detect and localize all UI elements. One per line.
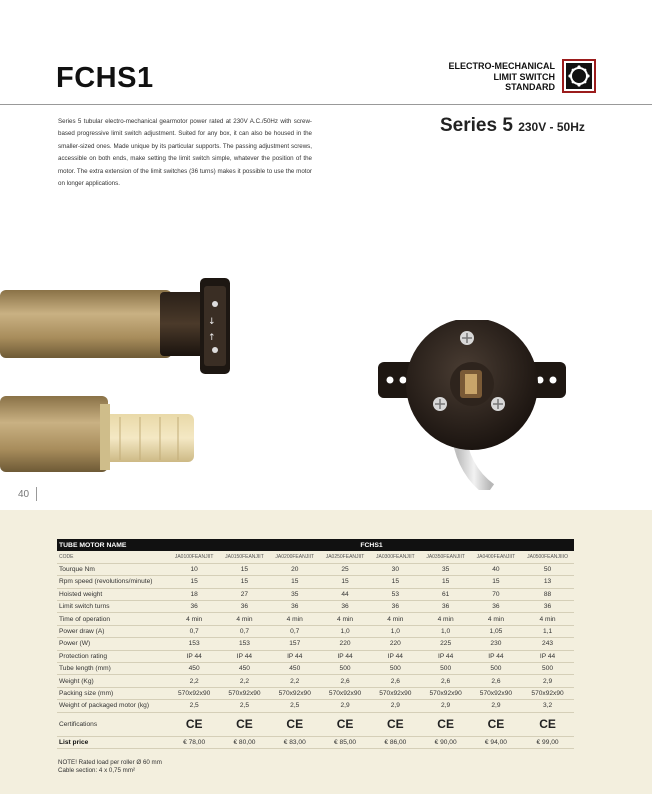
row-label: Hoisted weight	[57, 588, 169, 600]
table-cell: 2,6	[320, 675, 370, 687]
table-cell: 2,2	[270, 675, 320, 687]
table-row	[57, 675, 574, 687]
table-cell: 220	[320, 638, 370, 650]
table-cell: 0,7	[219, 625, 269, 637]
ce-mark: CE	[420, 712, 470, 736]
table-cell: 1,0	[320, 625, 370, 637]
table-cell: 27	[219, 588, 269, 600]
table-cell: 15	[320, 576, 370, 588]
series-voltage: 230V - 50Hz	[518, 120, 585, 134]
table-cell: 61	[420, 588, 470, 600]
table-cell: 2,9	[521, 675, 574, 687]
table-row	[57, 638, 574, 650]
table-cell: 570x92x90	[270, 687, 320, 699]
table-cell: 2,5	[270, 700, 320, 712]
footnotes	[58, 759, 162, 775]
table-cell: 570x92x90	[219, 687, 269, 699]
product-description: Series 5 tubular electro-mechanical gearmotor power rated at 230V A.C./50Hz with screw-based progressive limit switch adjustment. Suited for any box, it can also be housed in the smaller-sized ones. Made unique by its particular supports. The passing adjustment screws, accessible on both ends, make setting the limit switch simple, whatever the position of the motor. The extra extension of the limit switches (36 turns) makes it possible to use the motor on longer applications.	[58, 118, 312, 188]
table-cell: 450	[219, 663, 269, 675]
table-cell: 15	[219, 576, 269, 588]
price-cell: € 94,00	[471, 736, 521, 748]
row-label: Rpm speed (revolutions/minute)	[57, 576, 169, 588]
table-cell: 450	[169, 663, 219, 675]
table-cell: 2,9	[320, 700, 370, 712]
table-cell: 1,0	[370, 625, 420, 637]
row-label: Protection rating	[57, 650, 169, 662]
table-cell: 15	[270, 576, 320, 588]
price-cell: € 85,00	[320, 736, 370, 748]
row-label: Certifications	[57, 712, 169, 736]
table-cell: 2,6	[420, 675, 470, 687]
table-row	[57, 650, 574, 662]
table-cell: 153	[219, 638, 269, 650]
table-cell: 220	[370, 638, 420, 650]
ce-mark: CE	[320, 712, 370, 736]
row-label: List price	[57, 736, 169, 748]
table-cell: 36	[471, 601, 521, 613]
table-cell: 44	[320, 588, 370, 600]
series-name: Series 5	[440, 115, 513, 136]
row-label: Packing size (mm)	[57, 687, 169, 699]
price-cell: € 90,00	[420, 736, 470, 748]
table-cell: 4 min	[219, 613, 269, 625]
footnote-cable: Cable section: 4 x 0,75 mm²	[58, 767, 136, 774]
ce-mark: CE	[521, 712, 574, 736]
ce-mark: CE	[169, 712, 219, 736]
table-cell: 36	[219, 601, 269, 613]
table-cell: 570x92x90	[471, 687, 521, 699]
row-label: Tube length (mm)	[57, 663, 169, 675]
row-label: Weight (Kg)	[57, 675, 169, 687]
table-cell: 15	[471, 576, 521, 588]
table-cell: 35	[420, 563, 470, 575]
table-cell: 10	[169, 563, 219, 575]
table-cell: 1,05	[471, 625, 521, 637]
table-cell: IP 44	[320, 650, 370, 662]
table-cell: 230	[471, 638, 521, 650]
table-cell: 4 min	[169, 613, 219, 625]
table-cell: 2,5	[219, 700, 269, 712]
table-cell: 500	[320, 663, 370, 675]
ce-mark: CE	[219, 712, 269, 736]
table-cell: 2,2	[169, 675, 219, 687]
badge-line-3: STANDARD	[505, 82, 555, 92]
code-cell: JA0100FEANJIIT	[169, 551, 219, 563]
table-cell: 225	[420, 638, 470, 650]
table-cell: 53	[370, 588, 420, 600]
table-cell: 36	[320, 601, 370, 613]
table-cell: 18	[169, 588, 219, 600]
table-cell: 450	[270, 663, 320, 675]
code-cell: JA0200FEANJIIT	[270, 551, 320, 563]
code-cell: JA0300FEANJIIT	[370, 551, 420, 563]
motor-head-image	[370, 320, 615, 490]
table-cell: 2,6	[370, 675, 420, 687]
table-cell: 2,2	[219, 675, 269, 687]
table-cell: 1,0	[420, 625, 470, 637]
table-cell: IP 44	[219, 650, 269, 662]
table-cell: 15	[169, 576, 219, 588]
table-cell: 30	[370, 563, 420, 575]
table-cell: 50	[521, 563, 574, 575]
table-cell: 0,7	[270, 625, 320, 637]
badge-line-2: LIMIT SWITCH	[493, 71, 555, 82]
table-cell: 570x92x90	[521, 687, 574, 699]
table-row	[57, 687, 574, 699]
code-cell: JA0350FEANJIIT	[420, 551, 470, 563]
table-cell: 243	[521, 638, 574, 650]
table-row	[57, 613, 574, 625]
table-cell: IP 44	[370, 650, 420, 662]
table-row	[57, 700, 574, 712]
table-cell: IP 44	[169, 650, 219, 662]
table-cell: 35	[270, 588, 320, 600]
row-label: Weight of packaged motor (kg)	[57, 700, 169, 712]
table-cell: 4 min	[471, 613, 521, 625]
table-header-motor-name: TUBE MOTOR NAME	[57, 539, 169, 551]
row-label: Power draw (A)	[57, 625, 169, 637]
row-label: Power (W)	[57, 638, 169, 650]
table-cell: 70	[471, 588, 521, 600]
table-cell: 13	[521, 576, 574, 588]
table-cell: 4 min	[320, 613, 370, 625]
table-row	[57, 663, 574, 675]
code-cell: JA0500FEANJIIIO	[521, 551, 574, 563]
table-row	[57, 601, 574, 613]
tubular-motor-image	[0, 262, 250, 472]
table-cell: 500	[521, 663, 574, 675]
table-cell: IP 44	[521, 650, 574, 662]
table-cell: 4 min	[521, 613, 574, 625]
table-cell: 157	[270, 638, 320, 650]
table-cell: 570x92x90	[320, 687, 370, 699]
table-cell: 500	[420, 663, 470, 675]
table-cell: 0,7	[169, 625, 219, 637]
table-cell: 36	[420, 601, 470, 613]
page-number: 40	[18, 489, 30, 500]
page-title: FCHS1	[56, 62, 154, 94]
table-cell: 1,1	[521, 625, 574, 637]
row-label: Time of operation	[57, 613, 169, 625]
table-cell: 36	[169, 601, 219, 613]
ce-mark: CE	[270, 712, 320, 736]
table-row	[57, 588, 574, 600]
ce-mark: CE	[471, 712, 521, 736]
table-cell: IP 44	[471, 650, 521, 662]
table-cell: 3,2	[521, 700, 574, 712]
price-cell: € 86,00	[370, 736, 420, 748]
table-cell: 2,9	[420, 700, 470, 712]
table-row-price	[57, 736, 574, 748]
table-header-model: FCHS1	[169, 539, 574, 551]
table-cell: 4 min	[370, 613, 420, 625]
table-row	[57, 576, 574, 588]
code-cell: JA0250FEANJIIT	[320, 551, 370, 563]
price-cell: € 78,00	[169, 736, 219, 748]
code-cell: JA0400FEANJIIT	[471, 551, 521, 563]
table-cell: IP 44	[270, 650, 320, 662]
page-number-divider	[36, 487, 37, 501]
header-divider	[0, 104, 652, 105]
table-cell: 2,5	[169, 700, 219, 712]
svg-text:↑: ↑	[208, 333, 216, 343]
table-cell: 500	[471, 663, 521, 675]
table-cell: 570x92x90	[420, 687, 470, 699]
table-cell: 36	[370, 601, 420, 613]
footnote-load: NOTE! Rated load per roller Ø 60 mm	[58, 759, 162, 766]
table-cell: 20	[270, 563, 320, 575]
row-label: CODE	[57, 551, 169, 563]
table-cell: 570x92x90	[169, 687, 219, 699]
code-cell: JA0150FEANJIIT	[219, 551, 269, 563]
table-cell: 4 min	[270, 613, 320, 625]
price-cell: € 99,00	[521, 736, 574, 748]
table-cell: 500	[370, 663, 420, 675]
table-cell: IP 44	[420, 650, 470, 662]
table-header-row	[57, 539, 574, 551]
badge-line-1: ELECTRO-MECHANICAL	[448, 61, 555, 71]
svg-text:↓: ↓	[208, 317, 216, 327]
limit-switch-badge-text	[449, 61, 556, 93]
spec-table	[57, 539, 574, 749]
table-cell: 153	[169, 638, 219, 650]
price-cell: € 83,00	[270, 736, 320, 748]
table-cell: 36	[521, 601, 574, 613]
table-cell: 88	[521, 588, 574, 600]
table-row-code	[57, 551, 574, 563]
table-row	[57, 563, 574, 575]
table-cell: 25	[320, 563, 370, 575]
limit-switch-icon	[562, 59, 596, 93]
table-cell: 2,9	[370, 700, 420, 712]
table-row-certifications	[57, 712, 574, 736]
table-cell: 15	[420, 576, 470, 588]
ce-mark: CE	[370, 712, 420, 736]
row-label: Limit switch turns	[57, 601, 169, 613]
table-cell: 570x92x90	[370, 687, 420, 699]
table-cell: 4 min	[420, 613, 470, 625]
table-cell: 2,6	[471, 675, 521, 687]
row-label: Tourque Nm	[57, 563, 169, 575]
table-cell: 15	[219, 563, 269, 575]
table-cell: 40	[471, 563, 521, 575]
table-cell: 36	[270, 601, 320, 613]
price-cell: € 80,00	[219, 736, 269, 748]
table-row	[57, 625, 574, 637]
table-cell: 2,9	[471, 700, 521, 712]
table-cell: 15	[370, 576, 420, 588]
series-heading	[440, 115, 585, 137]
